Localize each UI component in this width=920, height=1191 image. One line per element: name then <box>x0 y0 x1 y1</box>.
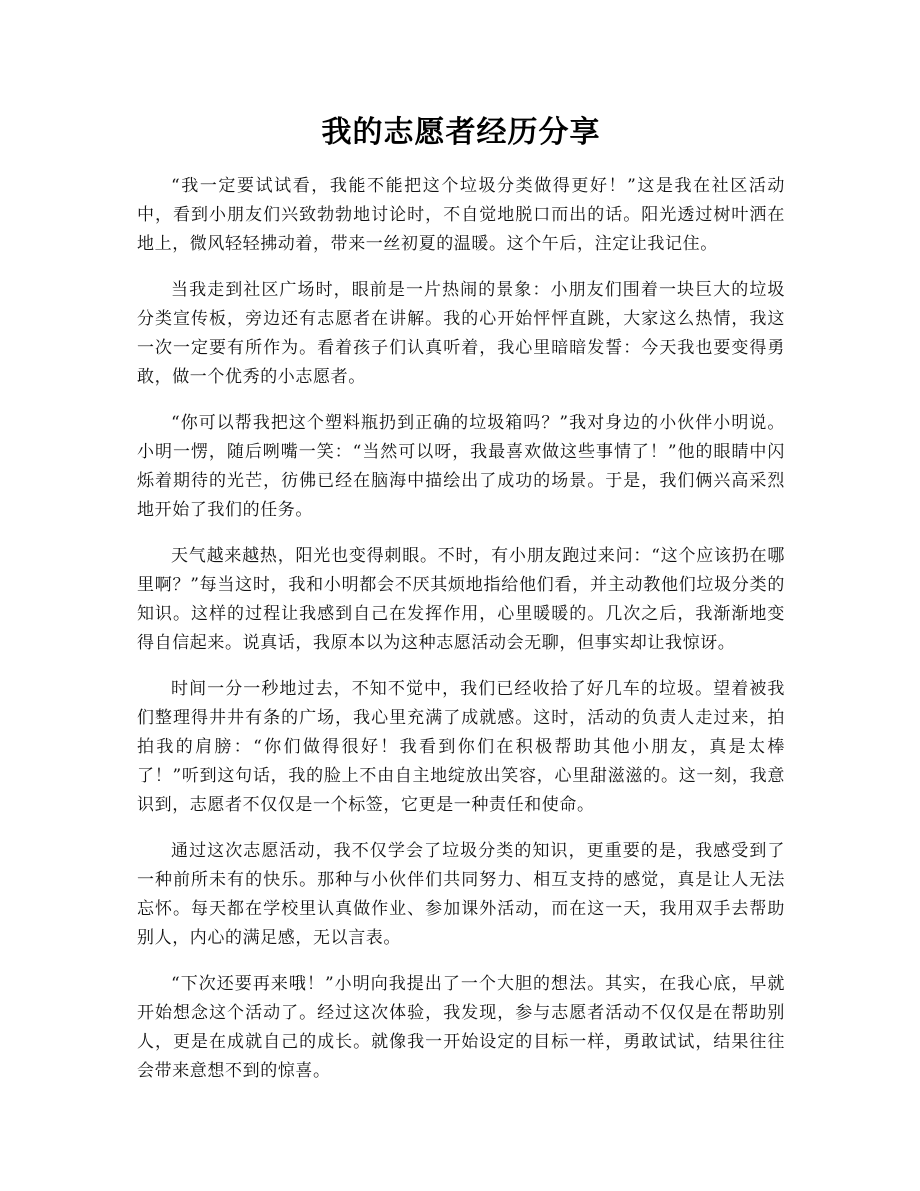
paragraph: “我一定要试试看，我能不能把这个垃圾分类做得更好！”这是我在社区活动中，看到小朋友们兴致勃勃地讨论时，不自觉地脱口而出的话。阳光透过树叶洒在地上，微风轻轻拂动着，带来一丝初夏的温暖。这个午后，注定让我记住。 <box>137 176 785 254</box>
paragraph: 天气越来越热，阳光也变得刺眼。不时，有小朋友跑过来问：“这个应该扔在哪里啊？”每当这时，我和小明都会不厌其烦地指给他们看，并主动教他们垃圾分类的知识。这样的过程让我感到自己在发挥作用，心里暖暖的。几次之后，我渐渐地变得自信起来。说真话，我原本以为这种志愿活动会无聊，但事实却让我惊讶。 <box>137 546 785 653</box>
document-body <box>137 108 785 1103</box>
paragraph: 当我走到社区广场时，眼前是一片热闹的景象：小朋友们围着一块巨大的垃圾分类宣传板，旁边还有志愿者在讲解。我的心开始怦怦直跳，大家这么热情，我这一次一定要有所作为。看着孩子们认真听着，我心里暗暗发誓：今天我也要变得勇敢，做一个优秀的小志愿者。 <box>137 280 785 387</box>
paragraph: 时间一分一秒地过去，不知不觉中，我们已经收拾了好几车的垃圾。望着被我们整理得井井有条的广场，我心里充满了成就感。这时，活动的负责人走过来，拍拍我的肩膀：“你们做得很好！我看到你们在积极帮助其他小朋友，真是太棒了！”听到这句话，我的脸上不由自主地绽放出笑容，心里甜滋滋的。这一刻，我意识到，志愿者不仅仅是一个标签，它更是一种责任和使命。 <box>137 679 785 815</box>
paragraph: “你可以帮我把这个塑料瓶扔到正确的垃圾箱吗？”我对身边的小伙伴小明说。小明一愣，随后咧嘴一笑：“当然可以呀，我最喜欢做这些事情了！”他的眼睛中闪烁着期待的光芒，彷佛已经在脑海中描绘出了成功的场景。于是，我们俩兴高采烈地开始了我们的任务。 <box>137 413 785 520</box>
paragraph: 通过这次志愿活动，我不仅学会了垃圾分类的知识，更重要的是，我感受到了一种前所未有的快乐。那种与小伙伴们共同努力、相互支持的感觉，真是让人无法忘怀。每天都在学校里认真做作业、参加课外活动，而在这一天，我用双手去帮助别人，内心的满足感，无以言表。 <box>137 841 785 948</box>
paragraph: “下次还要再来哦！”小明向我提出了一个大胆的想法。其实，在我心底，早就开始想念这个活动了。经过这次体验，我发现，参与志愿者活动不仅仅是在帮助别人，更是在成就自己的成长。就像我一开始设定的目标一样，勇敢试试，结果往往会带来意想不到的惊喜。 <box>137 974 785 1081</box>
page-title: 我的志愿者经历分享 <box>321 115 601 150</box>
